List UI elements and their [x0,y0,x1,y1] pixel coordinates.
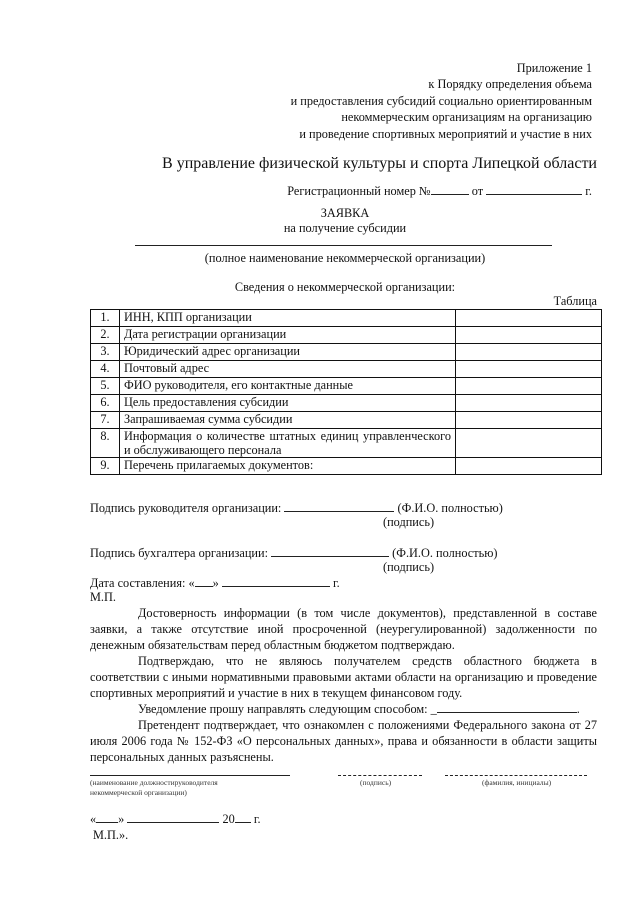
row-number: 3. [91,344,120,361]
row-label: Запрашиваемая сумма субсидии [120,412,456,429]
accountant-signature-label: Подпись бухгалтера организации: [90,546,269,560]
footer-quote-close: » [118,812,125,826]
row-value-cell[interactable] [456,412,602,429]
row-label: Дата регистрации организации [120,327,456,344]
table-row [91,458,602,475]
row-value-cell[interactable] [456,458,602,475]
table-row [91,412,602,429]
row-number: 2. [91,327,120,344]
addressee: В управление физической культуры и спорта Липецкой области [162,155,597,172]
table-row [91,310,602,327]
date-label: Дата составления: « [90,576,195,590]
document-subtitle: на получение субсидии [283,221,407,235]
footer-stamp: М.П.». [93,828,129,842]
document-title: ЗАЯВКА [320,206,370,220]
org-name-line[interactable] [135,245,552,246]
row-number: 6. [91,395,120,412]
notification-text: Уведомление прошу направлять следующим способом: _ [138,702,437,716]
table-row [91,429,602,458]
accountant-signature-line [90,545,498,561]
head-signature-field[interactable] [284,500,394,512]
row-number: 4. [91,361,120,378]
footer-month-field[interactable] [127,811,219,823]
stamp-label: М.П. [90,590,116,604]
position-caption: (наименование должностируководителя некоммерческой организации) [90,778,218,797]
appendix-title: Приложение 1 [516,61,592,75]
row-label: Информация о количестве штатных единиц управленческого и обслуживающего персонала [120,429,456,458]
date-quote: » [212,576,219,590]
row-value-cell[interactable] [456,344,602,361]
accountant-signature-field[interactable] [271,545,389,557]
table-row [91,344,602,361]
footer-signature-row [90,771,597,811]
accountant-sign-caption: (подпись) [383,560,435,574]
org-name-caption: (полное наименование некоммерческой организации) [204,251,486,265]
registration-year: г. [585,184,592,198]
footer-quote-open: « [90,812,97,826]
row-value-cell[interactable] [456,361,602,378]
head-sign-caption: (подпись) [383,515,435,529]
declaration-section [90,605,597,843]
row-label: Перечень прилагаемых документов: [120,458,456,475]
head-fio-caption: (Ф.И.О. полностью) [397,501,503,515]
row-number: 8. [91,429,120,458]
date-year: г. [332,576,340,590]
name-line[interactable] [445,775,587,776]
footer-day-field[interactable] [96,811,118,823]
row-value-cell[interactable] [456,378,602,395]
row-value-cell[interactable] [456,310,602,327]
table-row [91,395,602,412]
registration-number-field[interactable] [431,183,469,195]
info-heading: Сведения о некоммерческой организации: [234,280,456,294]
table-row [91,361,602,378]
sign-line[interactable] [338,775,422,776]
row-number: 1. [91,310,120,327]
accountant-fio-caption: (Ф.И.О. полностью) [392,546,498,560]
table-label: Таблица [553,294,597,308]
footer-century: 20 [222,812,235,826]
sign-caption: (подпись) [360,778,392,787]
date-day-field[interactable] [195,575,213,587]
paragraph-notification: Уведомление прошу направлять следующим способом: _ . [138,702,580,716]
table-row [91,378,602,395]
row-label: Цель предоставления субсидии [120,395,456,412]
header-line: и проведение спортивных мероприятий и участие в них [299,127,592,141]
date-line [90,575,340,591]
row-number: 7. [91,412,120,429]
header-line: к Порядку определения объема [428,77,592,91]
row-number: 9. [91,458,120,475]
footer-year-field[interactable] [235,811,251,823]
date-month-field[interactable] [222,575,330,587]
registration-line [287,183,592,199]
footer-year-suffix: г. [253,812,261,826]
row-value-cell[interactable] [456,429,602,458]
row-label: ИНН, КПП организации [120,310,456,327]
head-signature-line [90,500,503,516]
info-table [90,309,602,475]
registration-from: от [471,184,484,198]
row-label: Почтовый адрес [120,361,456,378]
notification-method-field[interactable] [437,701,577,713]
row-label: ФИО руководителя, его контактные данные [120,378,456,395]
position-line[interactable] [90,775,290,776]
row-value-cell[interactable] [456,395,602,412]
row-value-cell[interactable] [456,327,602,344]
name-caption: (фамилия, инициалы) [482,778,552,787]
paragraph-personal-data: Претендент подтверждает, что ознакомлен с положениями Федерального закона от 27 июля 2006 года № 152-ФЗ «О персональных данных», права и обязанности в области защиты персональных данных разъяснены. [90,718,597,764]
registration-date-field[interactable] [486,183,582,195]
head-signature-label: Подпись руководителя организации: [90,501,282,515]
registration-label: Регистрационный номер № [287,184,431,198]
header-line: и предоставления субсидий социально ориентированным [290,94,592,108]
paragraph-reliability: Достоверность информации (в том числе документов), представленной в составе заявки, а также отсутствие иной просроченной (неурегулированной) задолженности по денежным обязательствам перед областным бюджетом подтверждаю. [90,606,597,652]
table-row [91,327,602,344]
paragraph-confirmation: Подтверждаю, что не являюсь получателем средств областного бюджета в соответствии с иными нормативными правовыми актами области на организацию и проведение спортивных мероприятий и участие в них в текущем финансовом году. [90,654,597,700]
footer-date-line [90,811,597,827]
row-number: 5. [91,378,120,395]
row-label: Юридический адрес организации [120,344,456,361]
header-line: некоммерческим организациям на организацию [341,110,592,124]
